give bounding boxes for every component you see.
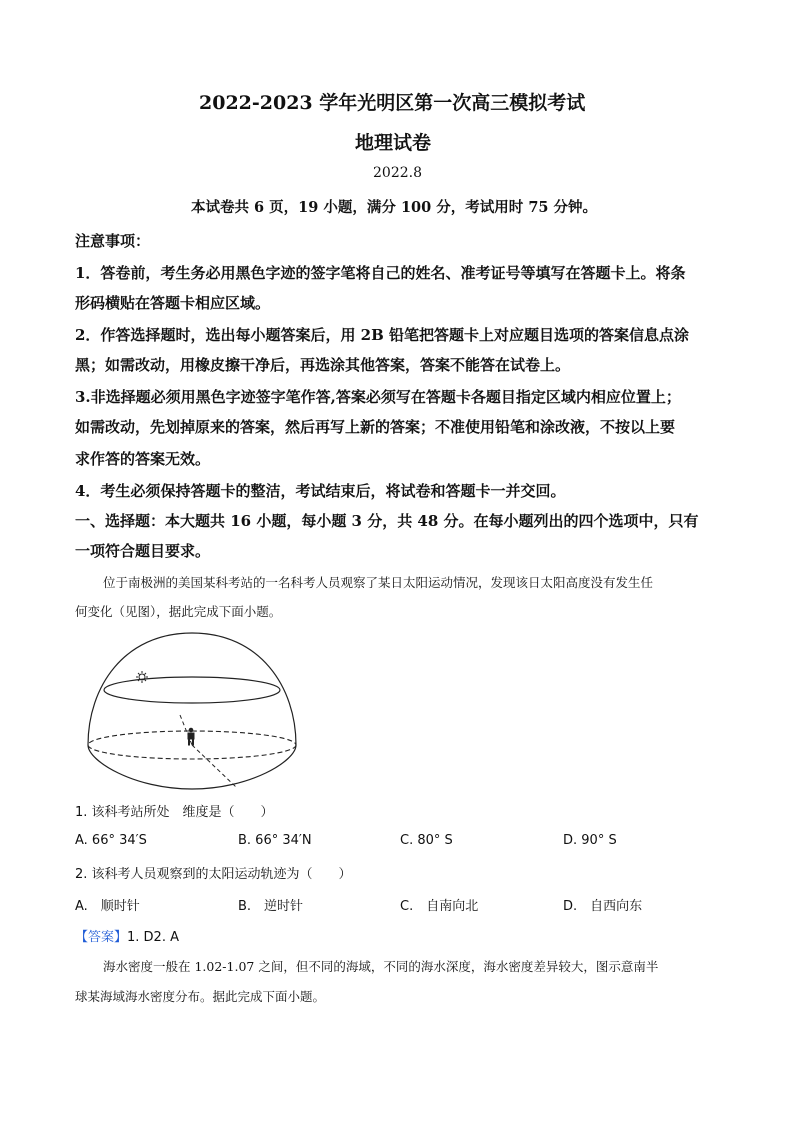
passage-text: 何变化（见图），据此完成下面小题。 — [75, 604, 282, 619]
section-heading: 一、选择题：本大题共 16 小题，每小题 3 分，共 48 分。在每小题列出的四个选项中，只有 — [75, 512, 699, 530]
notes-line: 3.非选择题必须用黑色字迹签字笔作答,答案必须写在答题卡各题目指定区域内相应位置上； — [75, 388, 681, 406]
q1-option-c[interactable]: C. 80° S — [400, 833, 453, 848]
q2-option-d[interactable]: D. 自西向东 — [563, 899, 643, 914]
exam-date: 2022.8 — [373, 165, 422, 181]
q1-option-b[interactable]: B. 66° 34′N — [238, 833, 312, 848]
q2-option-a[interactable]: A. 顺时针 — [75, 899, 140, 914]
exam-subtitle: 地理试卷 — [355, 132, 432, 154]
notes-line: 4．考生必须保持答题卡的整洁，考试结束后，将试卷和答题卡一并交回。 — [75, 482, 566, 500]
notes-line: 2．作答选择题时，选出每小题答案后，用 2B 铅笔把答题卡上对应题目选项的答案信息点涂 — [75, 326, 690, 344]
notes-line: 黑；如需改动，用橡皮擦干净后，再选涂其他答案，答案不能答在试卷上。 — [75, 356, 571, 374]
sun-path-hemisphere-diagram — [84, 627, 300, 791]
passage-text: 位于南极洲的美国某科考站的一名科考人员观察了某日太阳运动情况，发现该日太阳高度没有发生任 — [103, 575, 654, 590]
question-1-stem: 1. 该科考站所处 维度是（ ） — [75, 805, 274, 820]
notes-heading: 注意事项： — [75, 232, 151, 250]
meridian-line — [192, 745, 236, 787]
question-2-stem: 2. 该科考人员观察到的太阳运动轨迹为（ ） — [75, 867, 352, 882]
answer-tag: 【答案】 — [75, 930, 128, 945]
q2-option-c[interactable]: C. 自南向北 — [400, 899, 479, 914]
exam-title: 2022-2023 学年光明区第一次高三模拟考试 — [199, 92, 586, 114]
q2-option-b[interactable]: B. 逆时针 — [238, 899, 304, 914]
q1-option-a[interactable]: A. 66° 34′S — [75, 833, 147, 848]
passage-text: 海水密度一般在 1.02-1.07 之间，但不同的海域，不同的海水深度，海水密度差异较大，图示意南半 — [103, 959, 659, 974]
answer-line — [75, 926, 179, 945]
notes-line: 如需改动，先划掉原来的答案，然后再写上新的答案；不准使用铅笔和涂改液，不按以上要 — [75, 418, 676, 436]
sun-icon — [136, 671, 148, 683]
notes-line: 形码横贴在答题卡相应区域。 — [75, 294, 271, 312]
notes-line: 求作答的答案无效。 — [75, 450, 211, 468]
sun-path-ellipse — [104, 677, 280, 703]
passage-text: 球某海域海水密度分布。据此完成下面小题。 — [75, 989, 326, 1004]
answer-text: 1. D2. A — [127, 930, 179, 945]
hemisphere-outline — [88, 633, 296, 789]
section-heading: 一项符合题目要求。 — [75, 542, 211, 560]
q1-option-d[interactable]: D. 90° S — [563, 833, 617, 848]
notes-line: 1．答卷前，考生务必用黑色字迹的签字笔将自己的姓名、准考证号等填写在答题卡上。将条 — [75, 264, 686, 282]
exam-info: 本试卷共 6 页，19 小题，满分 100 分，考试用时 75 分钟。 — [191, 199, 598, 216]
